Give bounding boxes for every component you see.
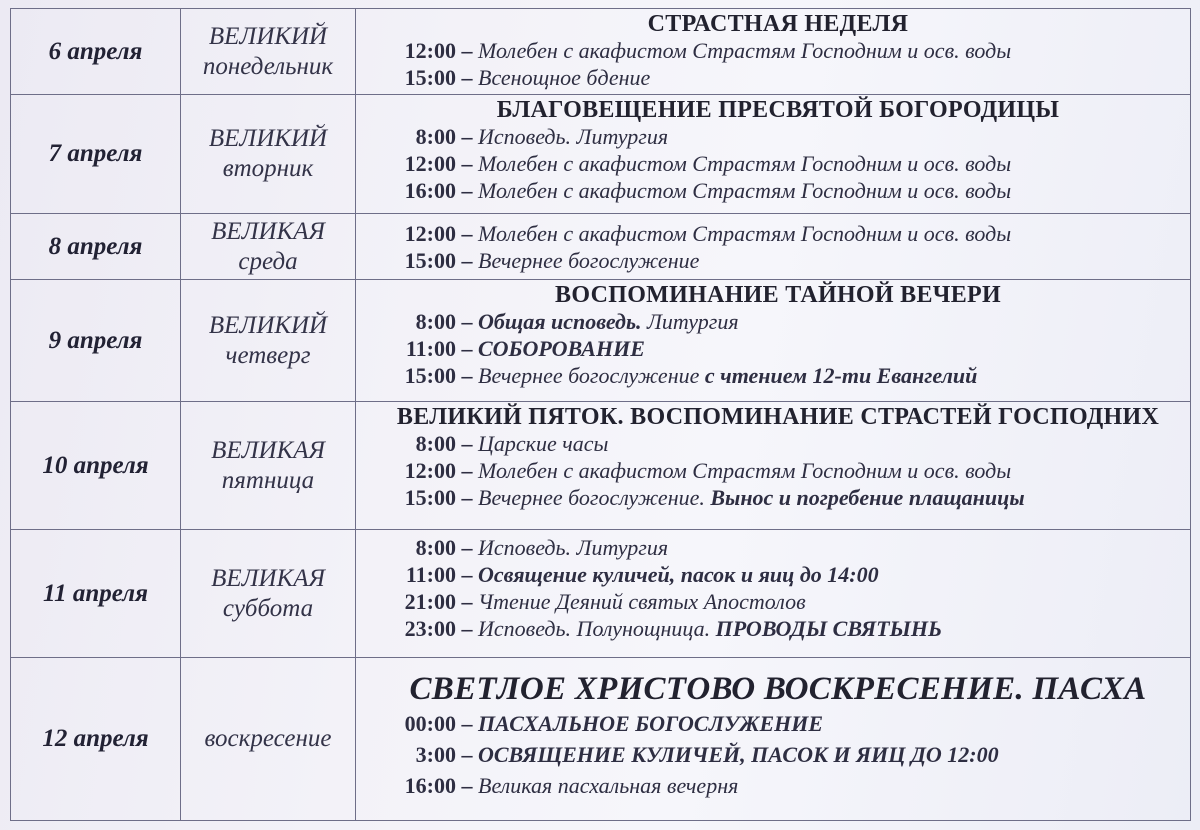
- schedule-row: [11, 280, 1191, 402]
- schedule-row: [11, 530, 1191, 658]
- weekday-cell: [181, 214, 356, 280]
- services-cell: [356, 95, 1191, 214]
- date-cell: 12 апреля: [11, 658, 181, 821]
- service-dash: –: [456, 124, 478, 149]
- weekday-cell: [181, 658, 356, 821]
- service-emphasis: ОСВЯЩЕНИЕ КУЛИЧЕЙ, ПАСОК И ЯИЦ ДО 12:00: [478, 742, 999, 767]
- service-line: [370, 430, 1186, 457]
- feast-title: ВОСПОМИНАНИЕ ТАЙНОЙ ВЕЧЕРИ: [555, 282, 1001, 308]
- weekday-prefix: ВЕЛИКИЙ: [208, 125, 328, 152]
- service-line: [370, 770, 1186, 801]
- service-time: 15:00: [404, 248, 456, 273]
- service-dash: –: [456, 38, 478, 63]
- service-line: [370, 220, 1186, 247]
- service-text: Исповедь. Литургия: [478, 535, 669, 560]
- date-cell: 11 апреля: [11, 530, 181, 658]
- weekday-name: воскресение: [204, 725, 332, 752]
- date-cell: 6 апреля: [11, 9, 181, 95]
- service-line: [370, 37, 1186, 64]
- schedule-row: [11, 658, 1191, 821]
- schedule-row: [11, 214, 1191, 280]
- schedule-row: [11, 9, 1191, 95]
- service-time: 11:00: [405, 336, 456, 361]
- weekday-prefix: ВЕЛИКАЯ: [211, 564, 325, 592]
- service-time: 15:00: [404, 65, 456, 90]
- service-text: Исповедь. Полунощница.: [478, 616, 716, 641]
- date-cell: 10 апреля: [11, 402, 181, 530]
- feast-title: СТРАСТНАЯ НЕДЕЛЯ: [647, 11, 909, 37]
- service-line: [370, 247, 1186, 274]
- service-line: [370, 588, 1186, 615]
- service-time: 12:00: [404, 221, 456, 246]
- service-line: [370, 708, 1186, 739]
- service-line: [370, 561, 1186, 588]
- service-dash: –: [456, 562, 478, 587]
- weekday-name: понедельник: [202, 52, 334, 80]
- service-dash: –: [456, 458, 478, 483]
- service-dash: –: [456, 773, 478, 798]
- date-cell: 9 апреля: [11, 280, 181, 402]
- weekday-name: среда: [238, 247, 298, 275]
- service-text: Исповедь. Литургия: [478, 124, 669, 149]
- service-time: 3:00: [415, 742, 456, 767]
- service-line: [370, 308, 1186, 335]
- service-text: Молебен с акафистом Страстям Господним и осв. воды: [478, 178, 1012, 203]
- feast-title: ВЕЛИКИЙ ПЯТОК. ВОСПОМИНАНИЕ СТРАСТЕЙ ГОСПОДНИХ: [396, 404, 1160, 430]
- service-emphasis: с чтением 12-ти Евангелий: [704, 363, 978, 388]
- services-cell: [356, 9, 1191, 95]
- weekday-name: четверг: [225, 341, 311, 369]
- service-time: 12:00: [404, 38, 456, 63]
- service-text: Молебен с акафистом Страстям Господним и осв. воды: [478, 151, 1012, 176]
- services-cell: [356, 280, 1191, 402]
- service-time: 8:00: [415, 431, 456, 456]
- schedule-row: [11, 95, 1191, 214]
- service-dash: –: [456, 178, 478, 203]
- service-line: [370, 177, 1186, 204]
- service-time: 00:00: [404, 711, 456, 736]
- feast-title: СВЕТЛОЕ ХРИСТОВО ВОСКРЕСЕНИЕ. ПАСХА: [409, 671, 1147, 707]
- service-dash: –: [456, 589, 478, 614]
- weekday-name: пятница: [221, 466, 315, 494]
- service-emphasis: ПРОВОДЫ СВЯТЫНЬ: [715, 616, 942, 641]
- services-cell: [356, 402, 1191, 530]
- service-time: 8:00: [415, 309, 456, 334]
- service-dash: –: [456, 309, 478, 334]
- service-time: 21:00: [404, 589, 456, 614]
- service-emphasis: Освящение куличей, пасок и яиц до 14:00: [478, 562, 879, 587]
- service-time: 8:00: [415, 535, 456, 560]
- weekday-name: вторник: [222, 155, 314, 182]
- service-line: [370, 150, 1186, 177]
- service-text: Царские часы: [478, 431, 609, 456]
- service-emphasis: ПАСХАЛЬНОЕ БОГОСЛУЖЕНИЕ: [478, 711, 824, 736]
- service-dash: –: [456, 711, 478, 736]
- date-cell: 7 апреля: [11, 95, 181, 214]
- service-line: [370, 335, 1186, 362]
- service-text: Всенощное бдение: [478, 65, 651, 90]
- service-dash: –: [456, 248, 478, 273]
- service-line: [370, 739, 1186, 770]
- weekday-prefix: ВЕЛИКАЯ: [211, 436, 325, 464]
- service-text: Молебен с акафистом Страстям Господним и осв. воды: [478, 458, 1012, 483]
- service-emphasis: Общая исповедь.: [478, 309, 642, 334]
- service-dash: –: [456, 485, 478, 510]
- service-dash: –: [456, 151, 478, 176]
- service-line: [370, 64, 1186, 91]
- service-line: [370, 362, 1186, 389]
- service-line: [370, 123, 1186, 150]
- date-cell: 8 апреля: [11, 214, 181, 280]
- weekday-prefix: ВЕЛИКАЯ: [211, 217, 325, 245]
- services-cell: [356, 658, 1191, 821]
- service-dash: –: [456, 535, 478, 560]
- service-text: Литургия: [641, 309, 739, 334]
- service-text: Молебен с акафистом Страстям Господним и осв. воды: [478, 38, 1012, 63]
- service-dash: –: [456, 431, 478, 456]
- weekday-prefix: ВЕЛИКИЙ: [208, 22, 328, 50]
- service-dash: –: [456, 221, 478, 246]
- service-emphasis: Вынос и погребение плащаницы: [710, 485, 1025, 510]
- weekday-cell: [181, 530, 356, 658]
- service-dash: –: [456, 336, 478, 361]
- service-text: Чтение Деяний святых Апостолов: [478, 589, 806, 614]
- schedule-table: [10, 8, 1191, 821]
- service-time: 12:00: [404, 151, 456, 176]
- feast-title: БЛАГОВЕЩЕНИЕ ПРЕСВЯТОЙ БОГОРОДИЦЫ: [496, 97, 1060, 123]
- service-time: 8:00: [415, 124, 456, 149]
- weekday-cell: [181, 402, 356, 530]
- service-text: Молебен с акафистом Страстям Господним и осв. воды: [478, 221, 1012, 246]
- service-text: Великая пасхальная вечерня: [478, 773, 739, 798]
- schedule-row: [11, 402, 1191, 530]
- service-line: [370, 534, 1186, 561]
- service-time: 16:00: [404, 178, 456, 203]
- service-emphasis: СОБОРОВАНИЕ: [478, 336, 645, 361]
- service-line: [370, 457, 1186, 484]
- service-time: 11:00: [405, 562, 456, 587]
- weekday-cell: [181, 280, 356, 402]
- weekday-cell: [181, 95, 356, 214]
- services-cell: [356, 214, 1191, 280]
- service-text: Вечернее богослужение.: [478, 485, 711, 510]
- services-cell: [356, 530, 1191, 658]
- service-time: 15:00: [404, 485, 456, 510]
- service-text: Вечернее богослужение: [478, 248, 700, 273]
- service-time: 15:00: [404, 363, 456, 388]
- service-dash: –: [456, 742, 478, 767]
- service-time: 12:00: [404, 458, 456, 483]
- weekday-cell: [181, 9, 356, 95]
- weekday-prefix: ВЕЛИКИЙ: [208, 311, 328, 339]
- service-line: [370, 615, 1186, 642]
- service-dash: –: [456, 616, 478, 641]
- service-dash: –: [456, 65, 478, 90]
- service-time: 23:00: [404, 616, 456, 641]
- service-text: Вечернее богослужение: [478, 363, 705, 388]
- service-line: [370, 484, 1186, 511]
- service-time: 16:00: [404, 773, 456, 798]
- service-dash: –: [456, 363, 478, 388]
- weekday-name: суббота: [222, 594, 314, 622]
